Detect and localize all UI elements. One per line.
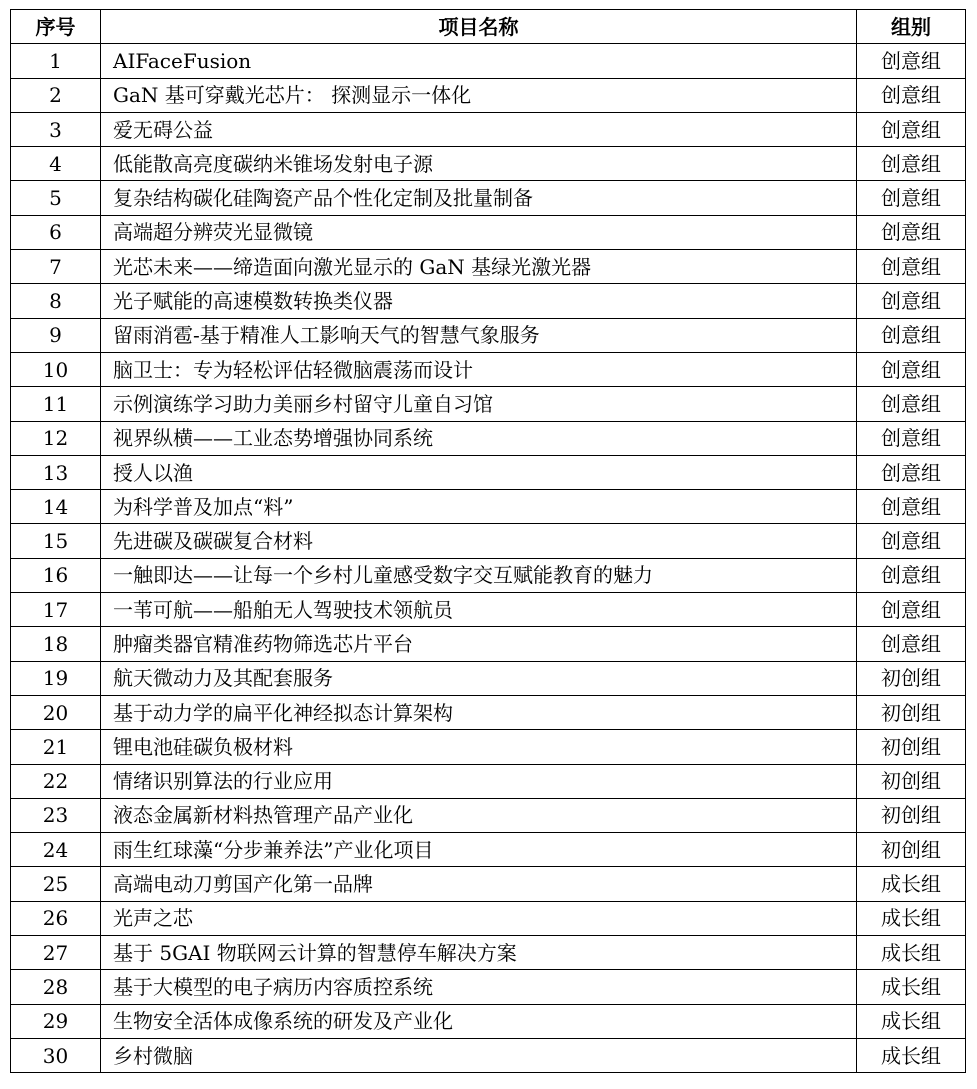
table-row: [11, 250, 966, 284]
row-group: 成长组: [857, 970, 966, 1004]
row-group: 初创组: [857, 833, 966, 867]
row-index: 9: [11, 318, 101, 352]
row-group: 成长组: [857, 1004, 966, 1038]
row-index: 23: [11, 798, 101, 832]
row-index: 24: [11, 833, 101, 867]
table-row: [11, 215, 966, 249]
table-row: [11, 695, 966, 729]
project-list: [10, 9, 965, 1073]
row-group: 创意组: [857, 627, 966, 661]
row-project-name: 视界纵横——工业态势增强协同系统: [101, 421, 857, 455]
table-row: [11, 627, 966, 661]
header-index: 序号: [11, 10, 101, 44]
table-row: [11, 1004, 966, 1038]
row-project-name: 锂电池硅碳负极材料: [101, 730, 857, 764]
row-group: 创意组: [857, 181, 966, 215]
row-group: 创意组: [857, 318, 966, 352]
row-group: 创意组: [857, 593, 966, 627]
table-row: [11, 421, 966, 455]
row-index: 11: [11, 387, 101, 421]
row-project-name: 乡村微脑: [101, 1038, 857, 1072]
row-project-name: AIFaceFusion: [101, 44, 857, 78]
row-group: 初创组: [857, 730, 966, 764]
row-index: 3: [11, 112, 101, 146]
row-project-name: 先进碳及碳碳复合材料: [101, 524, 857, 558]
table-row: [11, 318, 966, 352]
row-project-name: 液态金属新材料热管理产品产业化: [101, 798, 857, 832]
header-name: 项目名称: [101, 10, 857, 44]
row-project-name: 生物安全活体成像系统的研发及产业化: [101, 1004, 857, 1038]
row-index: 25: [11, 867, 101, 901]
row-index: 4: [11, 147, 101, 181]
row-group: 创意组: [857, 421, 966, 455]
table-row: [11, 970, 966, 1004]
row-group: 初创组: [857, 764, 966, 798]
table-row: [11, 764, 966, 798]
row-project-name: 脑卫士：专为轻松评估轻微脑震荡而设计: [101, 352, 857, 386]
row-group: 成长组: [857, 901, 966, 935]
row-project-name: 为科学普及加点“料”: [101, 490, 857, 524]
row-index: 26: [11, 901, 101, 935]
row-index: 2: [11, 78, 101, 112]
row-group: 初创组: [857, 661, 966, 695]
row-index: 28: [11, 970, 101, 1004]
row-index: 16: [11, 558, 101, 592]
table-row: [11, 593, 966, 627]
row-project-name: 光芯未来——缔造面向激光显示的 GaN 基绿光激光器: [101, 250, 857, 284]
row-group: 创意组: [857, 352, 966, 386]
row-group: 创意组: [857, 112, 966, 146]
table-row: [11, 798, 966, 832]
table-row: [11, 730, 966, 764]
row-project-name: 高端超分辨荧光显微镜: [101, 215, 857, 249]
row-index: 12: [11, 421, 101, 455]
row-index: 19: [11, 661, 101, 695]
project-table: [10, 9, 966, 1073]
table-row: [11, 112, 966, 146]
row-index: 1: [11, 44, 101, 78]
row-group: 成长组: [857, 936, 966, 970]
table-row: [11, 78, 966, 112]
row-project-name: 授人以渔: [101, 455, 857, 489]
row-index: 8: [11, 284, 101, 318]
row-group: 创意组: [857, 147, 966, 181]
row-group: 成长组: [857, 867, 966, 901]
row-project-name: 基于动力学的扁平化神经拟态计算架构: [101, 695, 857, 729]
row-project-name: 光子赋能的高速模数转换类仪器: [101, 284, 857, 318]
row-project-name: GaN 基可穿戴光芯片： 探测显示一体化: [101, 78, 857, 112]
row-project-name: 光声之芯: [101, 901, 857, 935]
row-project-name: 低能散高亮度碳纳米锥场发射电子源: [101, 147, 857, 181]
row-index: 15: [11, 524, 101, 558]
row-group: 创意组: [857, 215, 966, 249]
row-index: 14: [11, 490, 101, 524]
row-project-name: 留雨消雹-基于精准人工影响天气的智慧气象服务: [101, 318, 857, 352]
table-row: [11, 661, 966, 695]
row-project-name: 爱无碍公益: [101, 112, 857, 146]
row-project-name: 肿瘤类器官精准药物筛选芯片平台: [101, 627, 857, 661]
table-row: [11, 833, 966, 867]
row-group: 初创组: [857, 695, 966, 729]
row-project-name: 航天微动力及其配套服务: [101, 661, 857, 695]
row-project-name: 基于大模型的电子病历内容质控系统: [101, 970, 857, 1004]
row-index: 22: [11, 764, 101, 798]
row-index: 5: [11, 181, 101, 215]
row-project-name: 高端电动刀剪国产化第一品牌: [101, 867, 857, 901]
row-index: 18: [11, 627, 101, 661]
row-index: 29: [11, 1004, 101, 1038]
row-index: 17: [11, 593, 101, 627]
row-index: 7: [11, 250, 101, 284]
row-group: 成长组: [857, 1038, 966, 1072]
row-index: 10: [11, 352, 101, 386]
row-group: 创意组: [857, 44, 966, 78]
table-row: [11, 1038, 966, 1072]
table-row: [11, 387, 966, 421]
table-row: [11, 147, 966, 181]
row-group: 创意组: [857, 78, 966, 112]
row-group: 创意组: [857, 387, 966, 421]
row-group: 创意组: [857, 524, 966, 558]
table-row: [11, 901, 966, 935]
row-group: 创意组: [857, 250, 966, 284]
table-row: [11, 490, 966, 524]
row-project-name: 雨生红球藻“分步兼养法”产业化项目: [101, 833, 857, 867]
row-group: 创意组: [857, 558, 966, 592]
row-project-name: 示例演练学习助力美丽乡村留守儿童自习馆: [101, 387, 857, 421]
table-row: [11, 44, 966, 78]
table-row: [11, 936, 966, 970]
table-row: [11, 181, 966, 215]
table-row: [11, 352, 966, 386]
table-row: [11, 455, 966, 489]
table-row: [11, 524, 966, 558]
row-index: 27: [11, 936, 101, 970]
table-row: [11, 867, 966, 901]
header-row: [11, 10, 966, 44]
row-project-name: 情绪识别算法的行业应用: [101, 764, 857, 798]
row-group: 初创组: [857, 798, 966, 832]
table-body: [11, 44, 966, 1073]
row-project-name: 基于 5GAI 物联网云计算的智慧停车解决方案: [101, 936, 857, 970]
header-group: 组别: [857, 10, 966, 44]
row-index: 6: [11, 215, 101, 249]
row-index: 21: [11, 730, 101, 764]
row-index: 30: [11, 1038, 101, 1072]
table-row: [11, 284, 966, 318]
row-project-name: 复杂结构碳化硅陶瓷产品个性化定制及批量制备: [101, 181, 857, 215]
row-index: 13: [11, 455, 101, 489]
row-group: 创意组: [857, 284, 966, 318]
row-index: 20: [11, 695, 101, 729]
row-group: 创意组: [857, 490, 966, 524]
row-project-name: 一苇可航——船舶无人驾驶技术领航员: [101, 593, 857, 627]
table-row: [11, 558, 966, 592]
row-group: 创意组: [857, 455, 966, 489]
row-project-name: 一触即达——让每一个乡村儿童感受数字交互赋能教育的魅力: [101, 558, 857, 592]
